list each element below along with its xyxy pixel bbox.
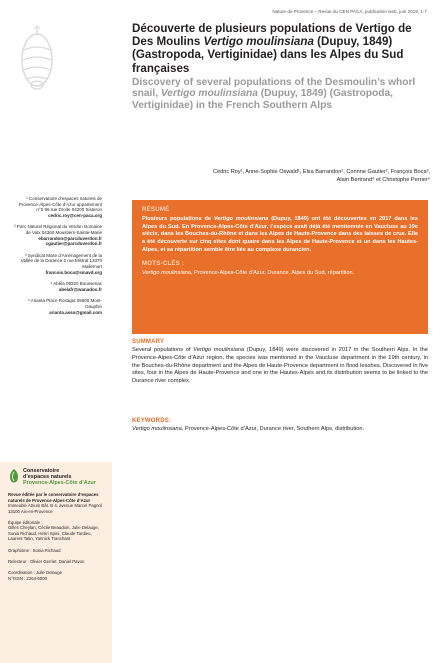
editorial-sidebar (0, 462, 112, 663)
summary-section (132, 339, 428, 386)
title-block (132, 22, 428, 112)
affiliation-email[interactable]: ebarrandon@parcduverdon.fr cgautier@parcduverdon.fr (38, 235, 102, 247)
keywords-section (132, 418, 428, 434)
snail-logo-icon (12, 22, 62, 92)
reviewer-credit: Relecteur : Olivier Gerriet, Daniel Pavon (8, 558, 85, 564)
summary-heading: SUMMARY (132, 339, 165, 345)
affiliations (14, 196, 102, 321)
summary-text: Several populations of Vertigo moulinsiana (Dupuy, 1849) were discovered in 2017 in the Southern Alps. In the Provence-Alpes-Côte d’Azur region, the species was mentioned in the Vaucluse department in the 19th century, in the Bouches-du-Rhône department and the Alpes de Haute-Provence department in flood leashes. Discovered in five sites, four in the Alpes de Haute-Provence and one in the Hautes-Alpes and its distribution seems to be linked to the Durance river complex. (132, 347, 428, 385)
author-list (132, 168, 430, 185)
coordination-issn: Coordination : Julie Delauge N°ISSN : 2264-6000 (8, 570, 62, 581)
author-line: Alain Bertrand⁴ et Christophe Perrier⁵ (336, 177, 430, 184)
graphic-design-credit: Graphisme : Sonia Richaud (8, 547, 61, 553)
title-english: Discovery of several populations of the Desmoulin’s whorl snail, Vertigo moulinsiana (Dupuy, 1849) (Gastropoda, Vertiginidae) in the French Southern Alps (132, 76, 416, 111)
cen-logo-line: Provence-Alpes-Côte d’Azur (23, 480, 96, 487)
journal-reference: Nature de Provence – Revue du CEN PACA, publication web, juin 2019, 1-7 (272, 9, 427, 14)
resume-text: Plusieurs populations de Vertigo moulinsiana (Dupuy, 1849) ont été découvertes en 2017 dans les Alpes du Sud. En Provence-Alpes-Côte d’Azur, l’espèce avait déjà été mentionnée en Vaucluse au 19e siècle, dans les Bouches-du-Rhône et dans les Alpes de Haute-Provence dans des laisses de crue. Elle a été découverte sur cinq sites dont quatre dans les Alpes de Haute-Provence et un dans les Hautes-Alpes, et sa répartition semble être liée au complexe durancien. (142, 216, 418, 253)
cen-logo-icon (8, 468, 20, 484)
affiliation-email[interactable]: cedric.roy@cen-paca.org (48, 212, 102, 218)
affiliation: ¹ Conservatoire d’espaces naturels de Provence-Alpes-Côte d’Azur appartement n°5 96 rue Droite 04200 Sisteron cedric.roy@cen-paca.org (14, 196, 102, 218)
editorial-team: Équipe éditoriale : Gilles Cheylan, Cécile Beaudoin, Julie Delauge, Sonia Richaud, Henri Spini, Claude Tardieu, Laurent Tatin, Yannick Tranchant (8, 519, 100, 542)
author-line: Cédric Roy¹, Anne-Sophie Oswald¹, Elsa Barrandon², Corinne Gautier², François Boca³, (212, 169, 430, 175)
cen-logo-line: d’espaces naturels (23, 474, 72, 481)
mots-cles-text: Vertigo moulinsiana, Provence-Alpes-Côte d’Azur, Durance, Alpes du Sud, répartition. (142, 269, 355, 276)
mots-cles-heading: MOTS-CLÉS : (142, 260, 185, 267)
affiliation: ⁴ Abéla 09320 Boussenac abelafr@wanadoo.fr (14, 281, 102, 292)
affiliation-email[interactable]: arianta.asso@gmail.com (49, 309, 102, 315)
affiliation: ⁵ Arianta Place Rosagut 05600 Mont-Dauphin arianta.asso@gmail.com (14, 298, 102, 315)
publisher-info: Revue éditée par le conservatoire d’espaces naturels de Provence-Alpes-Côte d’Azur Immeuble Atrium Bât. B 4, avenue Marcel Pagnol 13100 Aix-en-Provence (8, 492, 102, 514)
affiliation-email[interactable]: abelafr@wanadoo.fr (58, 286, 102, 292)
affiliation: ² Parc Naturel Régional du Verdon Domaine de Valx 04360 Moustiers-Sainte-Marie ebarrandon@parcduverdon.fr cgautier@parcduverdon.fr (14, 224, 102, 247)
resume-heading: RÉSUMÉ (142, 207, 170, 213)
resume-box (132, 200, 428, 334)
affiliation-email[interactable]: francois.boca@smavd.org (45, 269, 102, 275)
cen-logo (8, 468, 104, 486)
keywords-text: Vertigo moulinsiana, Provence-Alpes-Côte d’Azur, Durance river, Southern Alps, distribution. (132, 426, 365, 432)
cen-logo-line: Conservatoire (23, 468, 60, 474)
keywords-heading: KEYWORDS: (132, 418, 172, 424)
affiliation: ³ Syndicat Mixte d’Aménagement de la Vallée de la Durance 2 rue Mistral 13370 Mallemort francois.boca@smavd.org (14, 253, 102, 275)
title-french: Découverte de plusieurs populations de Vertigo de Des Moulins Vertigo moulinsiana (Dupuy, 1849) (Gastropoda, Vertiginidae) dans les Alpes du Sud françaises (132, 22, 412, 75)
